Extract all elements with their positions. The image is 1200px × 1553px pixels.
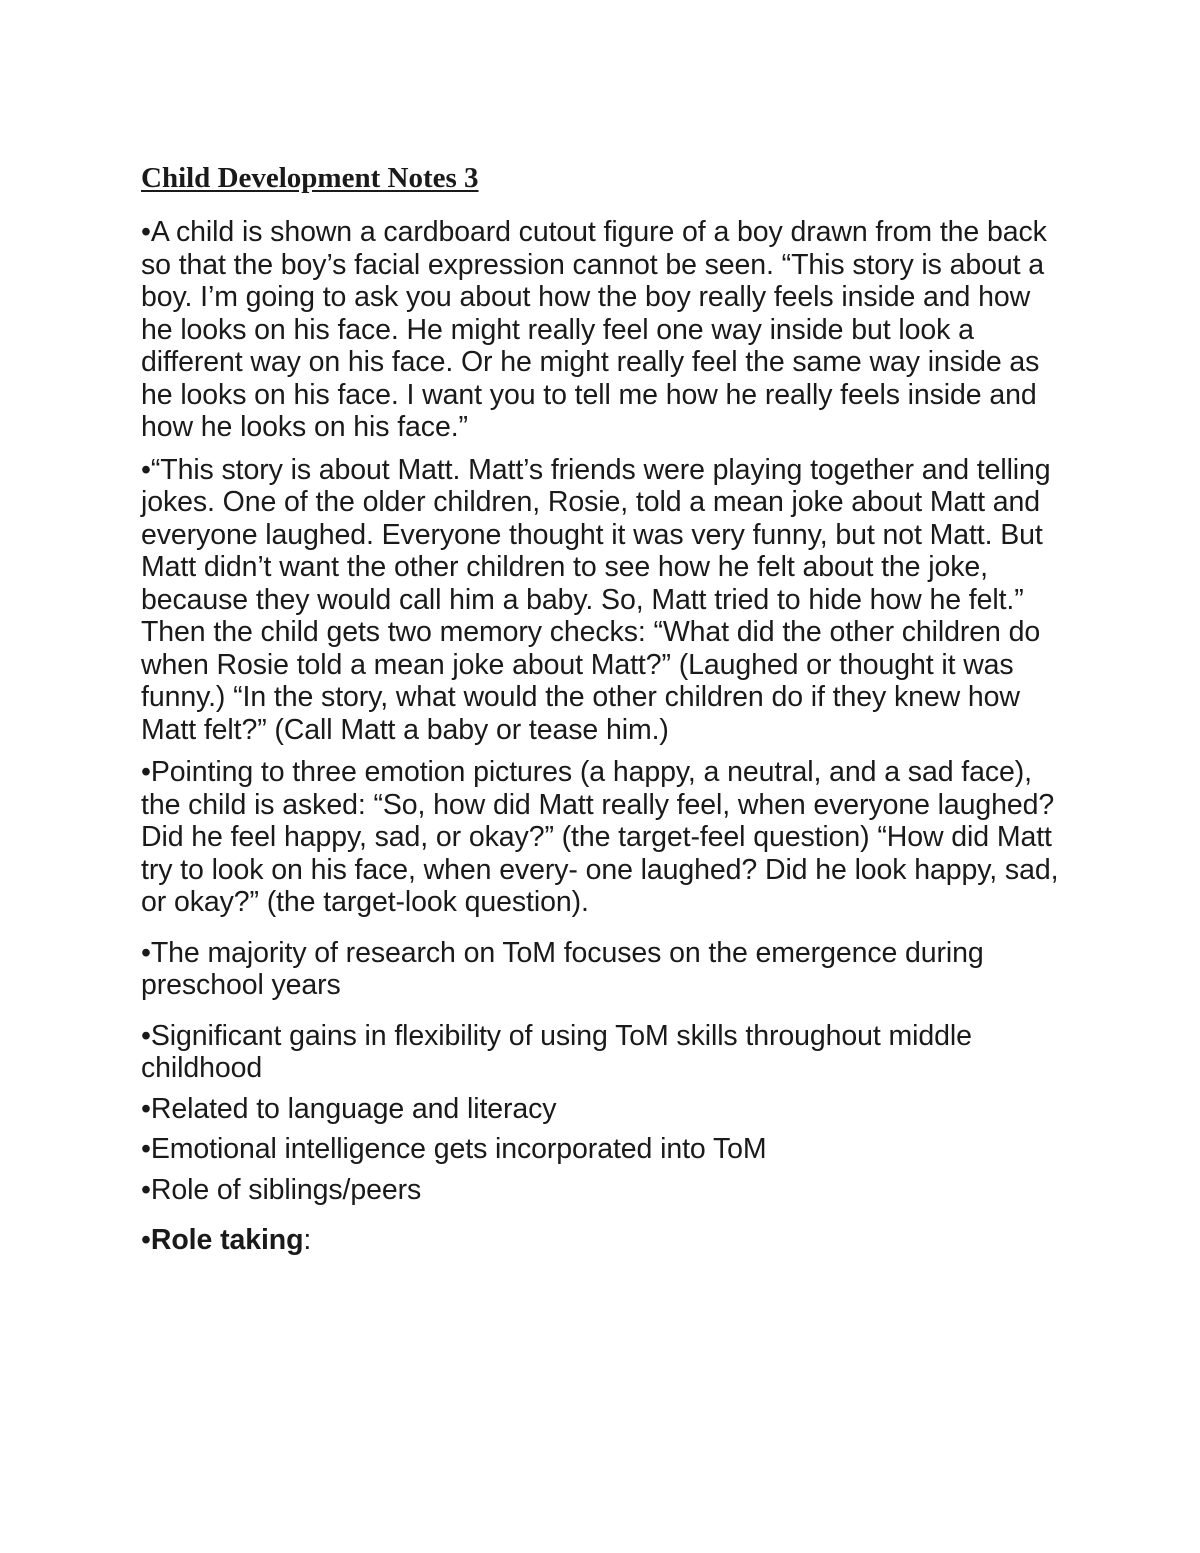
- paragraph-matt-story: •“This story is about Matt. Matt’s friends were playing together and telling jokes. One of the older children, Rosie, told a mean joke about Matt and everyone laughed. Everyone thought it was very funny, but not Matt. But Matt didn’t want the other children to see how he felt about the joke, because they would call him a baby. So, Matt tried to hide how he felt.” Then the child gets two memory checks: “What did the other children do when Rosie told a mean joke about Matt?” (Laughed or thought it was funny.) “In the story, what would the other children do if they knew how Matt felt?” (Call Matt a baby or tease him.): [141, 453, 1051, 746]
- paragraph-emotion-pictures: •Pointing to three emotion pictures (a happy, a neutral, and a sad face), the child is asked: “So, how did Matt really feel, when everyone laughed? Did he feel happy, sad, or okay?” (the target-feel question) “How did Matt try to look on his face, when every- one laughed? Did he look happy, sad, or okay?” (the target-look question).: [141, 756, 1059, 918]
- paragraph-tom-research: •The majority of research on ToM focuses on the emergence during preschool years: [141, 936, 984, 1001]
- paragraph-middle-childhood: •Significant gains in flexibility of using ToM skills throughout middle childhood: [141, 1019, 972, 1084]
- document-content: [141, 158, 1066, 1267]
- list-item-role-taking: [141, 1224, 1066, 1257]
- list-item-language-literacy: •Related to language and literacy: [141, 1092, 557, 1125]
- role-taking-colon: :: [303, 1224, 312, 1256]
- list-item-emotional-intelligence: •Emotional intelligence gets incorporated into ToM: [141, 1133, 767, 1165]
- list-item-siblings-peers: •Role of siblings/peers: [141, 1173, 422, 1206]
- page-title: Child Development Notes 3: [141, 162, 479, 194]
- paragraph-cutout-figure: •A child is shown a cardboard cutout figure of a boy drawn from the back so that the boy’s facial expression cannot be seen. “This story is about a boy. I’m going to ask you about how the boy really feels inside and how he looks on his face. He might really feel one way inside but look a different way on his face. Or he might really feel the same way inside as he looks on his face. I want you to tell me how he really feels inside and how he looks on his face.”: [141, 216, 1047, 443]
- bullet-glyph: •: [141, 1224, 151, 1256]
- role-taking-heading: Role taking: [150, 1224, 304, 1256]
